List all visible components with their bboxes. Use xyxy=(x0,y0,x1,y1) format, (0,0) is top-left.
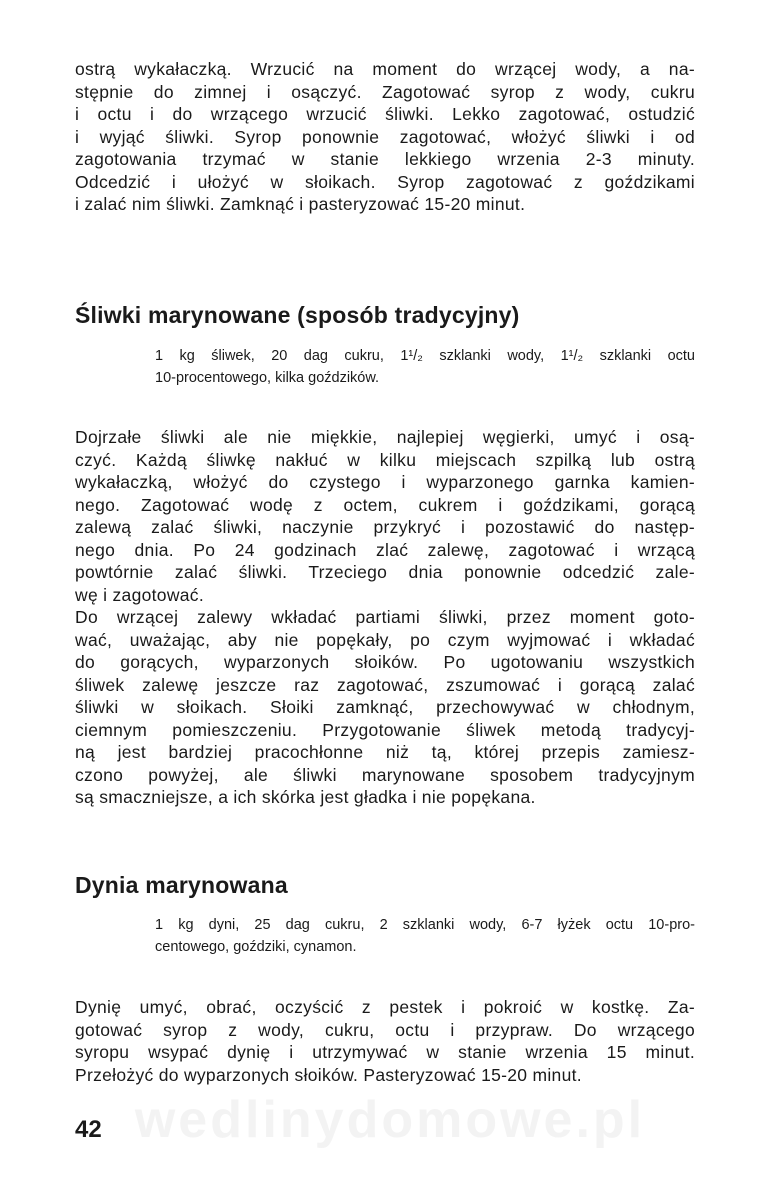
text-line: Przełożyć do wyparzonych słoików. Pasteryzować 15-20 minut. xyxy=(75,1064,582,1085)
page-number: 42 xyxy=(75,1116,102,1143)
text-line: wę i zagotować. xyxy=(75,584,205,605)
ingredients-line: 1 kg śliwek, 20 dag cukru, 1¹/₂ szklanki wody, 1¹/₂ szklanki octu xyxy=(155,348,695,364)
text-line: Odcedzić i ułożyć w słoikach. Syrop zagotować z goździkami xyxy=(75,171,695,192)
method-paragraph-1 xyxy=(75,426,695,606)
ingredients-line: centowego, goździki, cynamon. xyxy=(155,939,357,955)
text-line: czyć. Każdą śliwkę nakłuć w kilku miejscach szpilką lub ostrą xyxy=(75,449,695,470)
method-paragraph-2 xyxy=(75,606,695,809)
text-line: wykałaczką, włożyć do czystego i wyparzonego garnka kamien- xyxy=(75,472,695,492)
text-line: ną jest bardziej pracochłonne niż tą, której przepis zamiesz- xyxy=(75,742,695,762)
text-line: wać, uważając, aby nie popękały, po czym wyjmować i wkładać xyxy=(75,629,695,650)
text-line: do gorących, wyparzonych słoików. Po ugotowaniu wszystkich xyxy=(75,652,695,672)
recipe-title-sliwki: Śliwki marynowane (sposób tradycyjny) xyxy=(75,302,520,328)
method-paragraph-dynia xyxy=(75,996,695,1086)
text-line: gotować syrop z wody, cukru, octu i przypraw. Do wrzącego xyxy=(75,1019,695,1040)
text-line: nego dnia. Po 24 godzinach zlać zalewę, zagotować i wrzącą xyxy=(75,539,695,560)
text-line: nego. Zagotować wodę z octem, cukrem i goździkami, gorącą xyxy=(75,494,695,515)
text-line: i wyjąć śliwki. Syrop ponownie zagotować, włożyć śliwki i od xyxy=(75,126,695,147)
ingredients-dynia xyxy=(155,914,695,958)
recipe-title-dynia: Dynia marynowana xyxy=(75,872,288,898)
intro-paragraph xyxy=(75,58,695,216)
ingredients-sliwki xyxy=(155,345,695,389)
text-line: stępnie do zimnej i osączyć. Zagotować syrop z wody, cukru xyxy=(75,81,695,102)
ingredients-line: 1 kg dyni, 25 dag cukru, 2 szklanki wody, 6-7 łyżek octu 10-pro- xyxy=(155,917,695,933)
text-line: zalewą zalać śliwki, naczynie przykryć i pozostawić do następ- xyxy=(75,517,695,537)
text-line: ciemnym pomieszczeniu. Przygotowanie śliwek metodą tradycyj- xyxy=(75,719,695,740)
text-line: Do wrzącej zalewy wkładać partiami śliwki, przez moment goto- xyxy=(75,607,695,627)
text-line: zagotowania trzymać w stanie lekkiego wrzenia 2-3 minuty. xyxy=(75,149,695,169)
text-line: ostrą wykałaczką. Wrzucić na moment do wrzącej wody, a na- xyxy=(75,59,695,79)
text-line: Dynię umyć, obrać, oczyścić z pestek i pokroić w kostkę. Za- xyxy=(75,997,695,1017)
ingredients-line: 10-procentowego, kilka goździków. xyxy=(155,370,380,386)
text-line: są smaczniejsze, a ich skórka jest gładka i nie popękana. xyxy=(75,787,536,807)
text-line: i zalać nim śliwki. Zamknąć i pasteryzować 15-20 minut. xyxy=(75,194,526,214)
text-line: czono powyżej, ale śliwki marynowane sposobem tradycyjnym xyxy=(75,764,695,785)
text-line: syropu wsypać dynię i utrzymywać w stanie wrzenia 15 minut. xyxy=(75,1042,695,1062)
text-line: powtórnie zalać śliwki. Trzeciego dnia ponownie odcedzić zale- xyxy=(75,562,695,582)
watermark-text: wedlinydomowe.pl xyxy=(134,1091,646,1149)
text-line: Dojrzałe śliwki ale nie miękkie, najlepiej węgierki, umyć i osą- xyxy=(75,427,695,447)
text-line: śliwek zalewę jeszcze raz zagotować, zszumować i gorącą zalać xyxy=(75,674,695,695)
text-line: i octu i do wrzącego wrzucić śliwki. Lekko zagotować, ostudzić xyxy=(75,104,695,124)
text-line: śliwki w słoikach. Słoiki zamknąć, przechowywać w chłodnym, xyxy=(75,697,695,717)
